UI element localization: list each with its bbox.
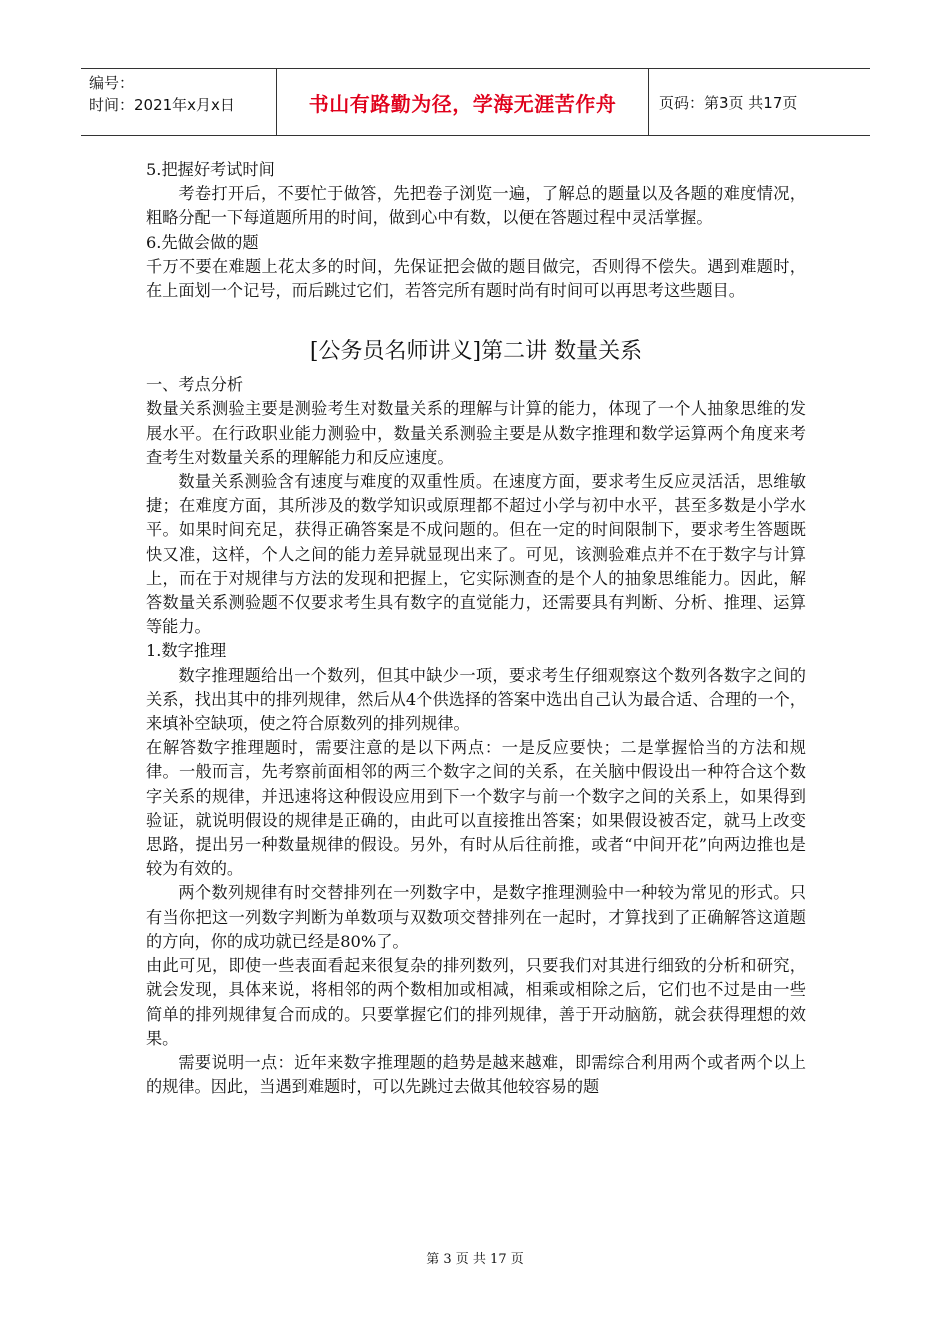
lecture-title: [公务员名师讲义]第二讲 数量关系 bbox=[309, 339, 643, 365]
paragraph: 需要说明一点：近年来数字推理题的趋势是越来越难，即需综合利用两个或者两个以上的规律。因此，当遇到难题时，可以先跳过去做其他较容易的题 bbox=[146, 1052, 806, 1097]
paragraph: 在解答数字推理题时，需要注意的是以下两点：一是反应要快；二是掌握恰当的方法和规律。一般而言，先考察前面相邻的两三个数字之间的关系，在关脑中假设出一种符合这个数字关系的规律，并迅速将这种假设应用到下一个数字与前一个数字之间的关系上，如果得到验证，就说明假设的规律是正确的，由此可以直接推出答案；如果假设被否定，就马上改变思路，提出另一种数量规律的假设。另外，有时从后往前推，或者“中间开花”向两边推也是较为有效的。 bbox=[146, 738, 806, 879]
paragraph: 数字推理题给出一个数列，但其中缺少一项，要求考生仔细观察这个数列各数字之间的关系，找出其中的排列规律，然后从4个供选择的答案中选出自己认为最合适、合理的一个，来填补空缺项，使之符合原数列的排列规律。 bbox=[146, 665, 806, 734]
section-heading: 1.数字推理 bbox=[146, 641, 227, 661]
header-page-info: 页码：第3页 共17页 bbox=[659, 93, 798, 112]
paragraph: 考卷打开后，不要忙于做答，先把卷子浏览一遍，了解总的题量以及各题的难度情况，粗略分配一下每道题所用的时间，做到心中有数，以便在答题过程中灵活掌握。 bbox=[146, 184, 806, 228]
header-motto: 书山有路勤为径，学海无涯苦作舟 bbox=[277, 69, 649, 135]
section-heading: 6.先做会做的题 bbox=[146, 232, 259, 252]
document-time: 时间：2021年x月x日 bbox=[89, 96, 235, 114]
paragraph: 由此可见，即使一些表面看起来很复杂的排列数列，只要我们对其进行细致的分析和研究，就会发现，具体来说，将相邻的两个数相加或相减，相乘或相除之后，它们也不过是由一些简单的排列规律复合而成的。只要掌握它们的排列规律，善于开动脑筋，就会获得理想的效果。 bbox=[146, 956, 806, 1048]
paragraph: 数量关系测验主要是测验考生对数量关系的理解与计算的能力，体现了一个人抽象思维的发展水平。在行政职业能力测验中，数量关系测验主要是从数字推理和数学运算两个角度来考查考生对数量关系的理解能力和反应速度。 bbox=[146, 399, 806, 467]
document-body bbox=[146, 158, 806, 1099]
page-header bbox=[81, 68, 870, 136]
section-heading: 5.把握好考试时间 bbox=[146, 160, 275, 179]
header-meta bbox=[81, 69, 277, 135]
paragraph: 数量关系测验含有速度与难度的双重性质。在速度方面，要求考生反应灵活活，思维敏捷；在难度方面，其所涉及的数学知识或原理都不超过小学与初中水平，甚至多数是小学水平。如果时间充足，获得正确答案是不成问题的。但在一定的时间限制下，要求考生答题既快又准，这样，个人之间的能力差异就显现出来了。可见，该测验难点并不在于数字与计算上，而在于对规律与方法的发现和把握上，它实际测查的是个人的抽象思维能力。因此，解答数量关系测验题不仅要求考生具有数字的直觉能力，还需要具有判断、分析、推理、运算等能力。 bbox=[146, 472, 806, 637]
paragraph: 千万不要在难题上花太多的时间，先保证把会做的题目做完，否则得不偿失。遇到难题时，在上面划一个记号，而后跳过它们，若答完所有题时尚有时间可以再思考这些题目。 bbox=[146, 256, 806, 301]
page-footer: 第 3 页 共 17 页 bbox=[426, 1252, 524, 1267]
document-number: 编号： bbox=[89, 74, 135, 92]
paragraph: 两个数列规律有时交替排列在一列数字中，是数字推理测验中一种较为常见的形式。只有当你把这一列数字判断为单数项与双数项交替排列在一起时，才算找到了正确解答这道题的方向，你的成功就已经是80%了。 bbox=[146, 883, 806, 951]
section-heading: 一、考点分析 bbox=[146, 375, 244, 395]
